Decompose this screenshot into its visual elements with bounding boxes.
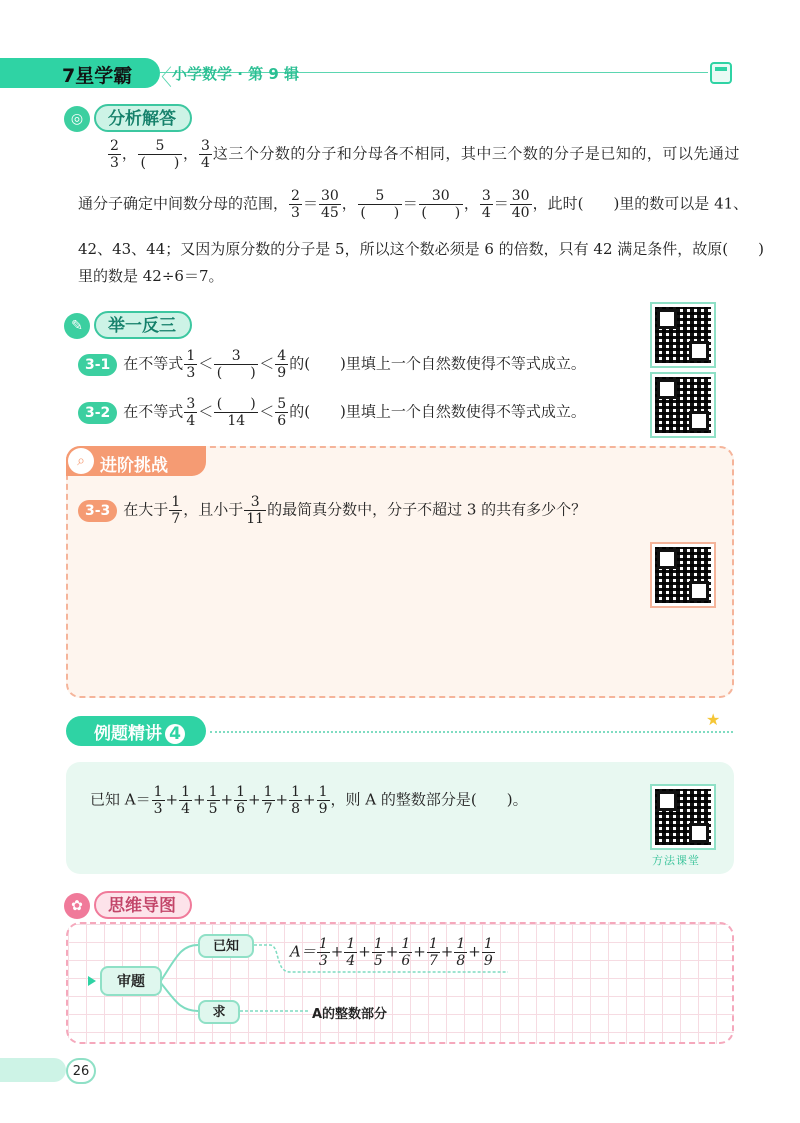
mindmap-title: 思维导图 bbox=[94, 891, 192, 919]
analysis-title: 分析解答 bbox=[94, 104, 192, 132]
mindmap-known: 已知 bbox=[198, 934, 254, 958]
page-number: 26 bbox=[66, 1058, 96, 1084]
footer-bar bbox=[0, 1058, 66, 1082]
mindmap-root: 审题 bbox=[100, 966, 162, 996]
challenge-icon: ⌕ bbox=[68, 448, 94, 474]
star-icon: ★ bbox=[706, 710, 721, 729]
mindmap-ask-text: A的整数部分 bbox=[312, 1007, 388, 1022]
analysis-icon: ◎ bbox=[64, 106, 90, 132]
header-subtitle: 小学数学 · 第 9 辑 bbox=[172, 65, 300, 83]
chevron-icon: 〈 bbox=[150, 66, 173, 91]
analysis-line-1: $\frac{2}{3}$ ， $\frac{5}{( )}$ ， $\frac{3}{4}$ 这三个分数的分子和分母各不相同，其中三个数的分子是已知的，可以先通过 bbox=[110, 138, 740, 172]
mindmap-ask: 求 bbox=[198, 1000, 240, 1024]
analysis-line-2: 通分子确定中间数分母的范围， $\frac{2}{3}$ ＝ $\frac{30}{45}$ ， $\frac{5}{( )}$ ＝ $\frac{30}{( )}$ ， $\frac{3}{4}$ ＝ $\frac{30}{40}$ ，此时( )里的数可以是 41、 bbox=[78, 188, 749, 222]
mindmap-known-text: A＝ $\frac{1}{3}$ + $\frac{1}{4}$ + $\frac{1}{5}$ + $\frac{1}{6}$ + $\frac{1}{7}$ + $\frac{1}{8}$ + $\frac{1}{9}$ bbox=[290, 936, 493, 970]
example-question: 已知 A＝ $\frac{1}{3}$ + $\frac{1}{4}$ + $\frac{1}{5}$ + $\frac{1}{6}$ + $\frac{1}{7}$ + $\frac{1}{8}$ + $\frac{1}{9}$ ，则 A 的整数部分是( )。 bbox=[90, 784, 528, 818]
challenge-q: 3-3 在大于 $\frac{1}{7}$ ，且小于 $\frac{3}{11}$ 的最简真分数中，分子不超过 3 的共有多少个？ bbox=[78, 494, 586, 527]
practice-q1: 3-1 在不等式 $\frac{1}{3}$ ＜ $\frac{3}{( )}$ ＜ $\frac{4}{9}$ 的( )里填上一个自然数使得不等式成立。 bbox=[78, 348, 586, 381]
practice-q2: 3-2 在不等式 $\frac{3}{4}$ ＜ $\frac{( )}{14}$ ＜ $\frac{5}{6}$ 的( )里填上一个自然数使得不等式成立。 bbox=[78, 396, 586, 429]
challenge-title: 进阶挑战 bbox=[100, 456, 168, 476]
analysis-line-3: 42、43、44；又因为原分数的分子是 5，所以这个数必须是 6 的倍数，只有 42 满足条件，故原( ) bbox=[78, 240, 764, 258]
analysis-line-4: 里的数是 42÷6＝7。 bbox=[78, 267, 224, 285]
mindmap-icon: ✿ bbox=[64, 893, 90, 919]
example-title: 例题精讲 4 bbox=[94, 719, 185, 744]
method-label: 方法课堂 bbox=[652, 854, 700, 867]
logo: 7星学霸 bbox=[62, 65, 133, 87]
practice-title: 举一反三 bbox=[94, 311, 192, 339]
practice-icon: ✎ bbox=[64, 313, 90, 339]
